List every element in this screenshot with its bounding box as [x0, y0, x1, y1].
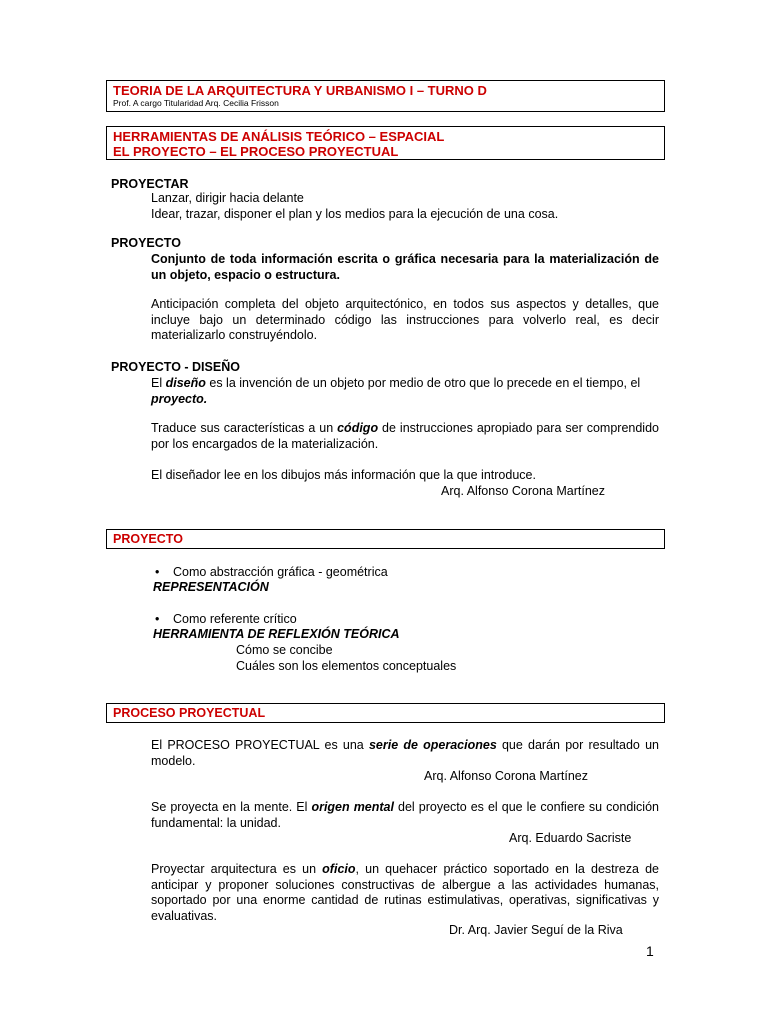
bullet-representacion: • Como abstracción gráfica - geométrica [173, 565, 388, 581]
proyecto-box [106, 529, 665, 549]
diseno-paragraph3: El diseñador lee en los dibujos más información que la que introduce. [151, 468, 536, 482]
proceso-author3: Dr. Arq. Javier Seguí de la Riva [449, 923, 623, 937]
section-title-box [106, 126, 665, 160]
proceso-author1: Arq. Alfonso Corona Martínez [424, 769, 588, 783]
proyecto-box-title: PROYECTO [113, 532, 183, 546]
header-box [106, 80, 665, 112]
diseno-paragraph1: El diseño es la invención de un objeto por medio de otro que lo precede en el tiempo, el proyecto. [151, 376, 641, 406]
bullet-referente: • Como referente crítico [173, 612, 297, 628]
sub-como-se-concibe: Cómo se concibe [236, 643, 333, 657]
course-title: TEORIA DE LA ARQUITECTURA Y URBANISMO I – TURNO D [113, 83, 487, 98]
proyectar-def1: Lanzar, dirigir hacia delante [151, 191, 304, 205]
sub-elementos-conceptuales: Cuáles son los elementos conceptuales [236, 659, 457, 673]
heading-proyecto: PROYECTO [111, 236, 181, 250]
section-title-line2: EL PROYECTO – EL PROCESO PROYECTUAL [113, 144, 399, 159]
course-professor: Prof. A cargo Titularidad Arq. Cecilia Frisson [113, 98, 279, 108]
proceso-box [106, 703, 665, 723]
heading-proyectar: PROYECTAR [111, 177, 189, 191]
diseno-paragraph2: Traduce sus características a un código de instrucciones apropiado para ser comprendido por los encargados de la materialización. [151, 421, 659, 451]
diseno-author: Arq. Alfonso Corona Martínez [441, 484, 605, 498]
proceso-quote1: El PROCESO PROYECTUAL es una serie de operaciones que darán por resultado un modelo. [151, 738, 659, 768]
proyecto-paragraph: Anticipación completa del objeto arquitectónico, en todos sus aspectos y detalles, que incluye bajo un determinado código las instrucciones para volverlo real, es decir materializarlo construyéndolo. [151, 297, 659, 342]
heading-proyecto-diseno: PROYECTO - DISEÑO [111, 360, 240, 374]
proyecto-definition: Conjunto de toda información escrita o gráfica necesaria para la materialización de un objeto, espacio o estructura. [151, 252, 659, 282]
proyectar-def2: Idear, trazar, disponer el plan y los medios para la ejecución de una cosa. [151, 207, 559, 221]
section-title-line1: HERRAMIENTAS DE ANÁLISIS TEÓRICO – ESPACIAL [113, 129, 445, 144]
proceso-author2: Arq. Eduardo Sacriste [509, 831, 632, 845]
proceso-quote2: Se proyecta en la mente. El origen mental del proyecto es el que le confiere su condición fundamental: la unidad. [151, 800, 659, 830]
label-herramienta: HERRAMIENTA DE REFLEXIÓN TEÓRICA [153, 627, 400, 641]
proceso-quote3: Proyectar arquitectura es un oficio, un quehacer práctico soportado en la destreza de anticipar y proponer soluciones constructivas de albergue a las actividades humanas, soportado por una enorme cantidad de rutinas estimulativas, operativas, significativas y evaluativas. [151, 862, 659, 923]
page-number: 1 [646, 943, 654, 959]
proceso-box-title: PROCESO PROYECTUAL [113, 706, 266, 720]
label-representacion: REPRESENTACIÓN [153, 580, 269, 594]
